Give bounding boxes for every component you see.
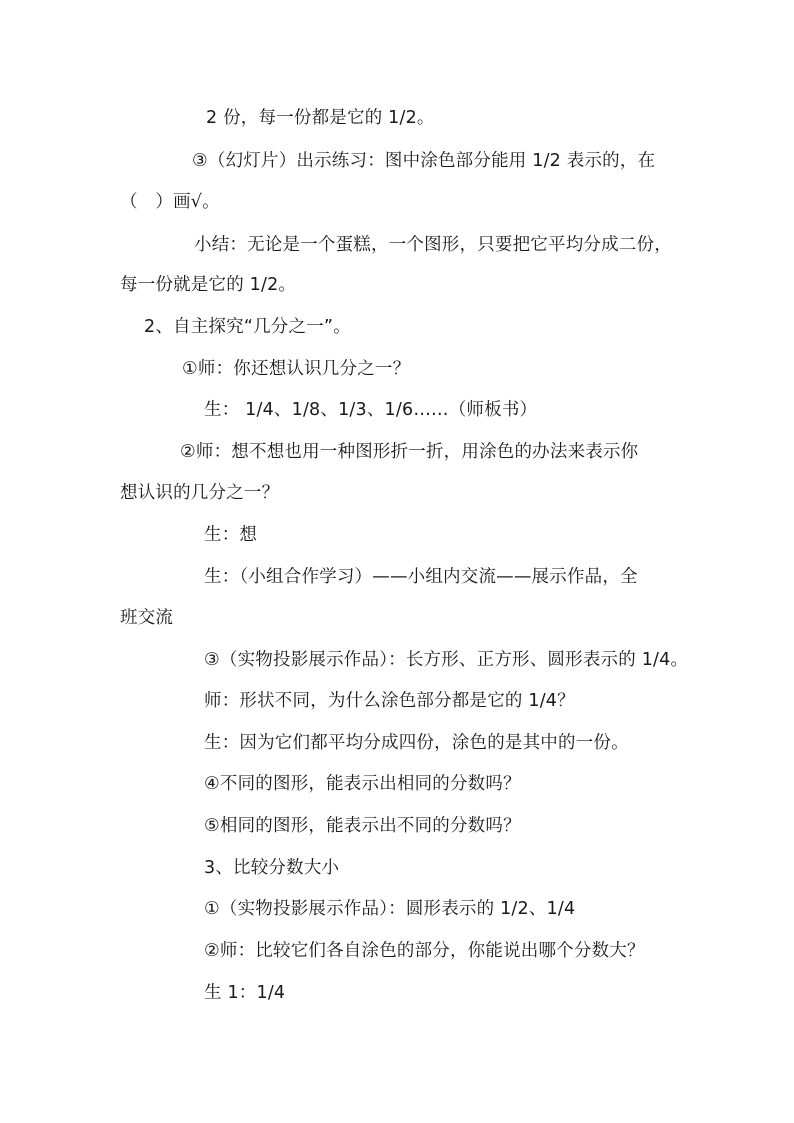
text-line: ③（幻灯片）出示练习：图中涂色部分能用 1/2 表示的，在: [192, 151, 656, 171]
text-line: ④不同的图形，能表示出相同的分数吗？: [204, 774, 521, 794]
text-line: ②师：比较它们各自涂色的部分，你能说出哪个分数大？: [204, 941, 645, 961]
section-heading: 3、比较分数大小: [204, 858, 340, 878]
text-line: 师：形状不同，为什么涂色部分都是它的 1/4？: [204, 691, 575, 711]
text-line: ①师：你还想认识几分之一？: [182, 359, 411, 379]
text-line: ③（实物投影展示作品）：长方形、正方形、圆形表示的 1/4。: [204, 650, 689, 670]
section-heading: 2、自主探究“几分之一”。: [144, 317, 351, 337]
text-line: 每一份就是它的 1/2。: [120, 275, 297, 295]
text-line: （ ）画√。: [120, 192, 220, 212]
text-line: 生：想: [204, 525, 258, 545]
text-line: ⑤相同的图形，能表示出不同的分数吗？: [204, 816, 521, 836]
text-line: 小结：无论是一个蛋糕，一个图形，只要把它平均分成二份，: [194, 235, 672, 255]
text-line: 班交流: [120, 608, 174, 628]
text-line: 想认识的几分之一？: [120, 483, 280, 503]
text-line: ①（实物投影展示作品）：圆形表示的 1/2、1/4: [204, 899, 576, 919]
text-line: 生： 1/4、1/8、1/3、1/6……（师板书）: [204, 400, 538, 420]
text-line: 生：因为它们都平均分成四份，涂色的是其中的一份。: [204, 733, 629, 753]
text-line: 2 份，每一份都是它的 1/2。: [206, 108, 435, 128]
text-line: 生 1：1/4: [204, 983, 286, 1003]
text-line: 生：（小组合作学习）——小组内交流——展示作品，全: [204, 567, 638, 587]
text-line: ②师：想不想也用一种图形折一折，用涂色的办法来表示你: [180, 442, 639, 462]
